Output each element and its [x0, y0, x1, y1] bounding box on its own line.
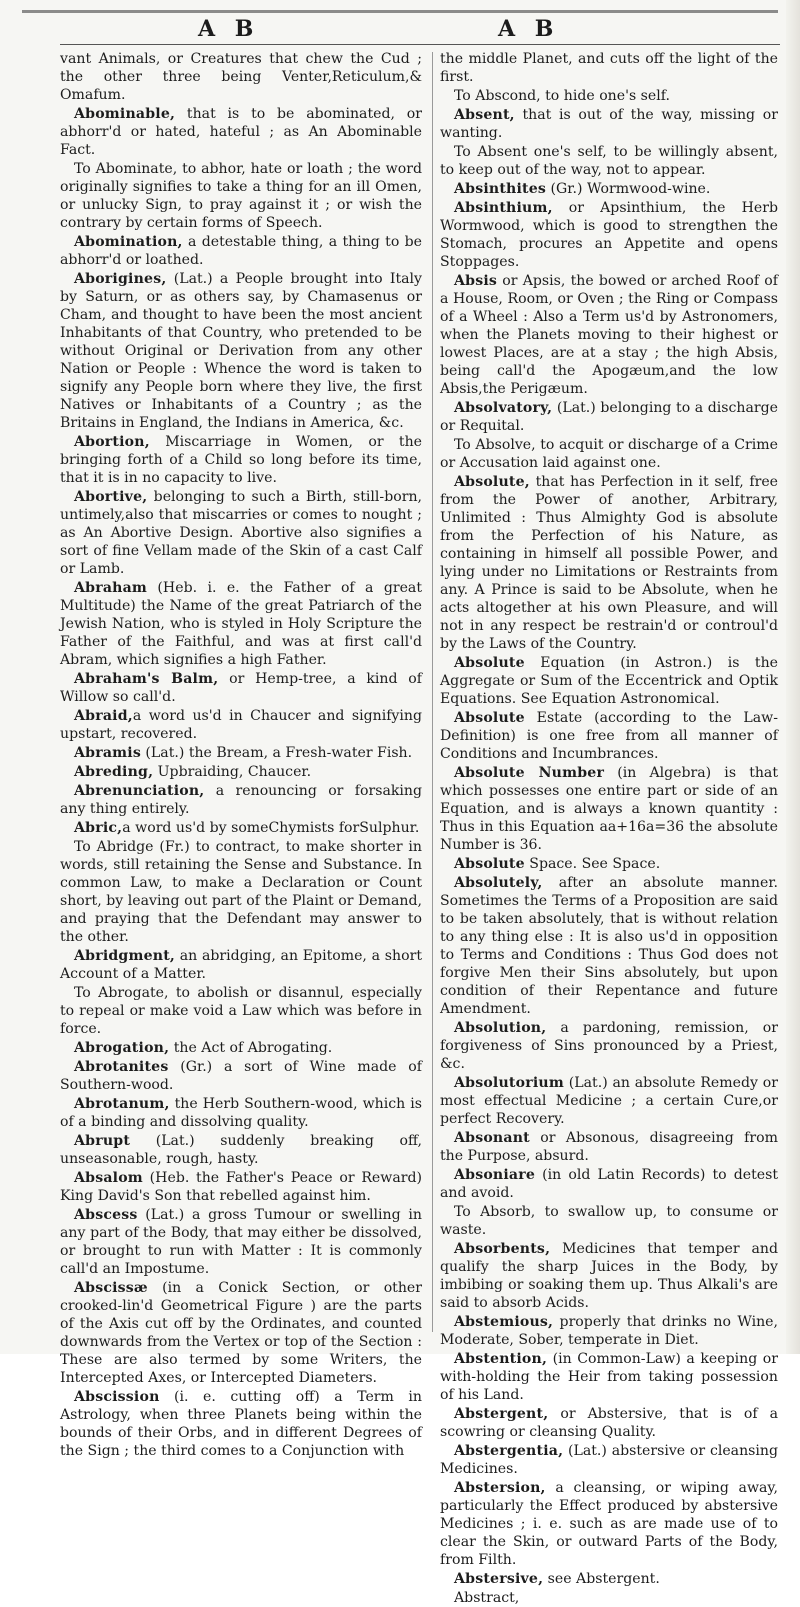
entry-headword: Abrotanites — [74, 1059, 169, 1075]
entry-headword: Abraid, — [74, 708, 133, 724]
entry-headword: Absinthites — [454, 181, 547, 197]
dictionary-entry — [60, 160, 422, 232]
entry-headword: Absinthium, — [454, 200, 553, 216]
dictionary-entry — [60, 1388, 422, 1460]
dictionary-entry — [60, 984, 422, 1038]
entry-headword: Absolutorium — [454, 1075, 564, 1091]
entry-definition: see Abstergent. — [543, 1571, 660, 1587]
dictionary-entry — [60, 1095, 422, 1131]
entry-headword: Abstergent, — [454, 1406, 549, 1422]
dictionary-entry — [60, 1206, 422, 1278]
dictionary-entry — [440, 855, 778, 873]
entry-definition: Miscarriage in Women, or the bringing forth of a Child so long before its time, that it is in no capacity to live. — [60, 434, 422, 486]
entry-definition: that has Perfection in it self, free from the Power of another, Arbitrary, Unlimited : Thus Almighty God is absolute from the Perfection of his Nature, as containing in himself all possible Power, and lying under no Limitations or Restraints from any. A Prince is said to be Absolute, when he acts altogether at his own Pleasure, and will not in any respect be restrain'd or controul'd by the Laws of the Country. — [440, 474, 778, 652]
entry-definition: (in Algebra) is that which possesses one entire part or side of an Equation, and is always a known quantity : Thus in this Equation aa+16a=36 the absolute Number is 36. — [440, 765, 778, 853]
dictionary-entry — [60, 270, 422, 432]
entry-headword: Abscission — [74, 1389, 160, 1405]
entry-headword: Abortive, — [74, 489, 148, 505]
entry-definition: Space. See Space. — [524, 856, 661, 872]
entry-headword: Abortion, — [74, 434, 150, 450]
entry-definition: To Abrogate, to abolish or disannul, especially to repeal or make void a Law which was before in force. — [60, 985, 422, 1037]
entry-definition: (in a Conick Section, or other crooked-lin'd Geometrical Figure ) are the parts of the Axis cut off by the Ordinates, and counted downwards from the Vertex or top of the Section : These are also termed by some Writers, the Intercepted Axes, or Intercepted Diameters. — [60, 1280, 422, 1386]
entry-definition: To Absolve, to acquit or discharge of a Crime or Accusation laid against one. — [440, 437, 778, 471]
entry-definition: (Lat.) an absolute Remedy or most effectual Medicine ; a certain Cure,or perfect Recovery. — [440, 1075, 778, 1127]
entry-headword: Abrotanum, — [74, 1096, 170, 1112]
entry-headword: Absolutely, — [454, 875, 543, 891]
entry-headword: Abreding, — [74, 764, 154, 780]
dictionary-entry — [440, 1589, 778, 1607]
dictionary-entry — [60, 707, 422, 743]
entry-definition: the Herb Southern-wood, which is of a binding and dissolving quality. — [60, 1096, 422, 1130]
entry-headword: Abstention, — [454, 1351, 548, 1367]
entry-headword: Absent, — [454, 107, 515, 123]
entry-headword: Abrogation, — [74, 1040, 170, 1056]
entry-definition: a detestable thing, a thing to be abhorr'd or loathed. — [60, 234, 422, 268]
dictionary-entry — [60, 838, 422, 946]
entry-headword: Absolute Number — [454, 765, 605, 781]
entry-headword: Abraham's Balm, — [74, 671, 219, 687]
left-column — [60, 50, 422, 1459]
entry-headword: Absolute, — [454, 474, 530, 490]
dictionary-entry — [440, 1442, 778, 1478]
entry-definition: Equation (in Astron.) is the Aggregate or Sum of the Eccentrick and Optik Equations. See Equation Astronomical. — [440, 655, 778, 707]
dictionary-entry — [60, 1169, 422, 1205]
dictionary-entry — [440, 1129, 778, 1165]
entry-definition: To Absent one's self, to be willingly absent, to keep out of the way, not to appear. — [440, 144, 778, 178]
entry-headword: Absolvatory, — [454, 400, 553, 416]
entry-definition: (Lat.) a People brought into Italy by Saturn, or as others say, by Chamasenus or Cham, and thought to have been the most ancient Inhabitants of that Country, who pretended to be without Original or Derivation from any other Nation or People : Whence the word is taken to signify any People born where they live, the first Natives or Inhabitants of a Country ; as the Britains in England, the Indians in America, &c. — [60, 271, 422, 431]
entry-definition: (Lat.) abstersive or cleansing Medicines. — [440, 1443, 778, 1477]
entry-definition: To Abscond, to hide one's self. — [454, 88, 670, 104]
dictionary-entry — [60, 819, 422, 837]
entry-headword: Abric, — [74, 820, 123, 836]
entry-definition: Medicines that temper and qualify the sharp Juices in the Body, by imbibing or soaking them up. Thus Alkali's are said to absorb Acids. — [440, 1241, 778, 1311]
entry-definition: (Heb. the Father's Peace or Reward) King David's Son that rebelled against him. — [60, 1170, 422, 1204]
dictionary-entry — [440, 874, 778, 1018]
dictionary-entry — [440, 1074, 778, 1128]
dictionary-entry — [60, 233, 422, 269]
entry-definition: (i. e. cutting off) a Term in Astrology, when three Planets being within the bounds of their Orbs, and in different Degrees of the Sign ; the third comes to a Conjunction with — [60, 1389, 422, 1459]
dictionary-entry — [440, 399, 778, 435]
entry-headword: Abominable, — [74, 106, 176, 122]
dictionary-entry — [440, 180, 778, 198]
entry-definition: Abstract, — [454, 1590, 520, 1606]
page-edge-shadow — [786, 0, 800, 1354]
entry-headword: Abramis — [74, 745, 141, 761]
entry-headword: Absonant — [454, 1130, 530, 1146]
dictionary-entry — [440, 1019, 778, 1073]
entry-headword: Absolute — [454, 856, 525, 872]
entry-headword: Absolute — [454, 655, 525, 671]
running-head-right: A B — [498, 16, 560, 42]
entry-definition: a pardoning, remission, or forgiveness of Sins pronounced by a Priest, &c. — [440, 1020, 778, 1072]
dictionary-entry — [60, 433, 422, 487]
dictionary-entry — [60, 763, 422, 781]
dictionary-entry — [440, 272, 778, 398]
entry-definition: or Apsinthium, the Herb Wormwood, which is good to strengthen the Stomach, procures an Appetite and opens Stoppages. — [440, 200, 778, 270]
dictionary-entry — [60, 744, 422, 762]
dictionary-entry — [60, 579, 422, 669]
running-head-left: A B — [198, 16, 260, 42]
entry-headword: Abstersion, — [454, 1480, 546, 1496]
dictionary-entry — [440, 1203, 778, 1239]
dictionary-entry — [440, 87, 778, 105]
dictionary-entry — [60, 782, 422, 818]
dictionary-entry — [440, 1350, 778, 1404]
entry-definition: (in old Latin Records) to detest and avoid. — [440, 1167, 778, 1201]
entry-definition: (Lat.) the Bream, a Fresh-water Fish. — [140, 745, 413, 761]
entry-definition: a word us'd by someChymists forSulphur. — [122, 820, 420, 836]
entry-definition: (in Common-Law) a keeping or with-holding the Heir from taking possession of his Land. — [440, 1351, 778, 1403]
entry-definition: vant Animals, or Creatures that chew the Cud ; the other three being Venter,Reticulum,& Omafum. — [60, 51, 422, 103]
dictionary-entry — [440, 1570, 778, 1588]
entry-definition: a word us'd in Chaucer and signifying upstart, recovered. — [60, 708, 422, 742]
entry-headword: Absolution, — [454, 1020, 547, 1036]
dictionary-entry — [440, 143, 778, 179]
entry-definition: a cleansing, or wiping away, particularly the Effect produced by abstersive Medicines ; i. e. such as are made use of to clear the Skin, or outward Parts of the Body, from Filth. — [440, 1480, 778, 1568]
entry-definition: that is to be abominated, or abhorr'd or hated, hateful ; as An Abominable Fact. — [60, 106, 422, 158]
dictionary-entry — [60, 105, 422, 159]
entry-definition: Upbraiding, Chaucer. — [153, 764, 312, 780]
entry-headword: Abrupt — [74, 1133, 131, 1149]
entry-definition: an abridging, an Epitome, a short Account of a Matter. — [60, 948, 422, 982]
page-header — [0, 14, 800, 48]
entry-headword: Abrenunciation, — [74, 783, 205, 799]
entry-headword: Absolute — [454, 710, 525, 726]
page-top-edge — [22, 10, 778, 13]
entry-headword: Abstersive, — [454, 1571, 544, 1587]
entry-definition: Estate (according to the Law-Definition) is one free from all manner of Conditions and Incumbrances. — [440, 710, 778, 762]
dictionary-entry — [440, 1166, 778, 1202]
entry-definition: belonging to such a Birth, still-born, untimely,also that miscarries or comes to nought ; as An Abortive Design. Abortive also signifies a sort of fine Vellam made of the Skin of a cast Calf or Lamb. — [60, 489, 422, 577]
entry-headword: Abraham — [74, 580, 148, 596]
dictionary-entry — [60, 488, 422, 578]
dictionary-entry — [440, 50, 778, 86]
dictionary-entry — [60, 1132, 422, 1168]
entry-definition: that is out of the way, missing or wanting. — [440, 107, 778, 141]
entry-headword: Absorbents, — [454, 1241, 551, 1257]
entry-headword: Abridgment, — [74, 948, 176, 964]
dictionary-entry — [440, 654, 778, 708]
dictionary-entry — [60, 50, 422, 104]
dictionary-entry — [440, 1313, 778, 1349]
entry-definition: (Lat.) suddenly breaking off, unseasonable, rough, hasty. — [60, 1133, 422, 1167]
entry-headword: Abstergentia, — [454, 1443, 564, 1459]
entry-headword: Abomination, — [74, 234, 183, 250]
dictionary-entry — [440, 709, 778, 763]
entry-definition: or Apsis, the bowed or arched Roof of a House, Room, or Oven ; the Ring or Compass of a Wheel : Also a Term us'd by Astronomers, when the Planets moving to their highest or lowest Places, are at a stay ; the high Absis, being call'd the Apogæum,and the low Absis,the Perigæum. — [440, 273, 778, 397]
entry-definition: To Absorb, to swallow up, to consume or waste. — [440, 1204, 778, 1238]
entry-definition: a renouncing or forsaking any thing entirely. — [60, 783, 422, 817]
entry-definition: To Abominate, to abhor, hate or loath ; the word originally signifies to take a thing for an ill Omen, or unlucky Sign, to pray against it ; or wish the contrary by certain forms of Speech. — [60, 161, 422, 231]
entry-definition: or Hemp-tree, a kind of Willow so call'd. — [60, 671, 422, 705]
entry-headword: Absis — [454, 273, 498, 289]
entry-definition: the Act of Abrogating. — [169, 1040, 333, 1056]
entry-headword: Absoniare — [454, 1167, 536, 1183]
dictionary-entry — [440, 1405, 778, 1441]
entry-headword: Abscess — [74, 1207, 138, 1223]
dictionary-entry — [60, 1279, 422, 1387]
dictionary-entry — [60, 1058, 422, 1094]
entry-definition: (Lat.) belonging to a discharge or Requital. — [440, 400, 778, 434]
dictionary-entry — [440, 1240, 778, 1312]
entry-headword: Abstemious, — [454, 1314, 554, 1330]
entry-definition: or Absonous, disagreeing from the Purpose, absurd. — [440, 1130, 778, 1164]
header-rule — [60, 44, 780, 45]
entry-definition: after an absolute manner. Sometimes the Terms of a Proposition are said to be taken absolutely, that is without relation to any thing else : It is also us'd in opposition to Terms and Conditions : Thus God does not forgive Men their Sins absolutely, but upon condition of their Repentance and future Amendment. — [440, 875, 778, 1017]
dictionary-entry — [60, 1039, 422, 1057]
entry-definition: (Gr.) a sort of Wine made of Southern-wood. — [60, 1059, 422, 1093]
entry-headword: Aborigines, — [74, 271, 167, 287]
entry-definition: properly that drinks no Wine, Moderate, Sober, temperate in Diet. — [440, 1314, 778, 1348]
dictionary-entry — [60, 947, 422, 983]
dictionary-entry — [440, 436, 778, 472]
dictionary-entry — [60, 670, 422, 706]
dictionary-entry — [440, 764, 778, 854]
dictionary-entry — [440, 106, 778, 142]
right-column — [440, 50, 778, 1606]
entry-definition: or Abstersive, that is of a scowring or cleansing Quality. — [440, 1406, 778, 1440]
dictionary-entry — [440, 199, 778, 271]
entry-definition: To Abridge (Fr.) to contract, to make shorter in words, still retaining the Sense and Substance. In common Law, to make a Declaration or Count short, by leaving out part of the Plaint or Demand, and praying that the Defendant may answer to the other. — [60, 839, 422, 945]
entry-definition: (Lat.) a gross Tumour or swelling in any part of the Body, that may either be dissolved, or brought to run with Matter : It is commonly call'd an Impostume. — [60, 1207, 422, 1277]
dictionary-entry — [440, 473, 778, 653]
entry-headword: Abscissæ — [74, 1280, 148, 1296]
entry-headword: Absalom — [74, 1170, 143, 1186]
dictionary-entry — [440, 1479, 778, 1569]
column-divider — [432, 52, 433, 1332]
entry-definition: (Gr.) Wormwood-wine. — [546, 181, 711, 197]
entry-definition: (Heb. i. e. the Father of a great Multitude) the Name of the great Patriarch of the Jewish Nation, who is styled in Holy Scripture the Father of the Faithful, and was at first call'd Abram, which signifies a high Father. — [60, 580, 422, 668]
entry-definition: the middle Planet, and cuts off the light of the first. — [440, 51, 778, 85]
